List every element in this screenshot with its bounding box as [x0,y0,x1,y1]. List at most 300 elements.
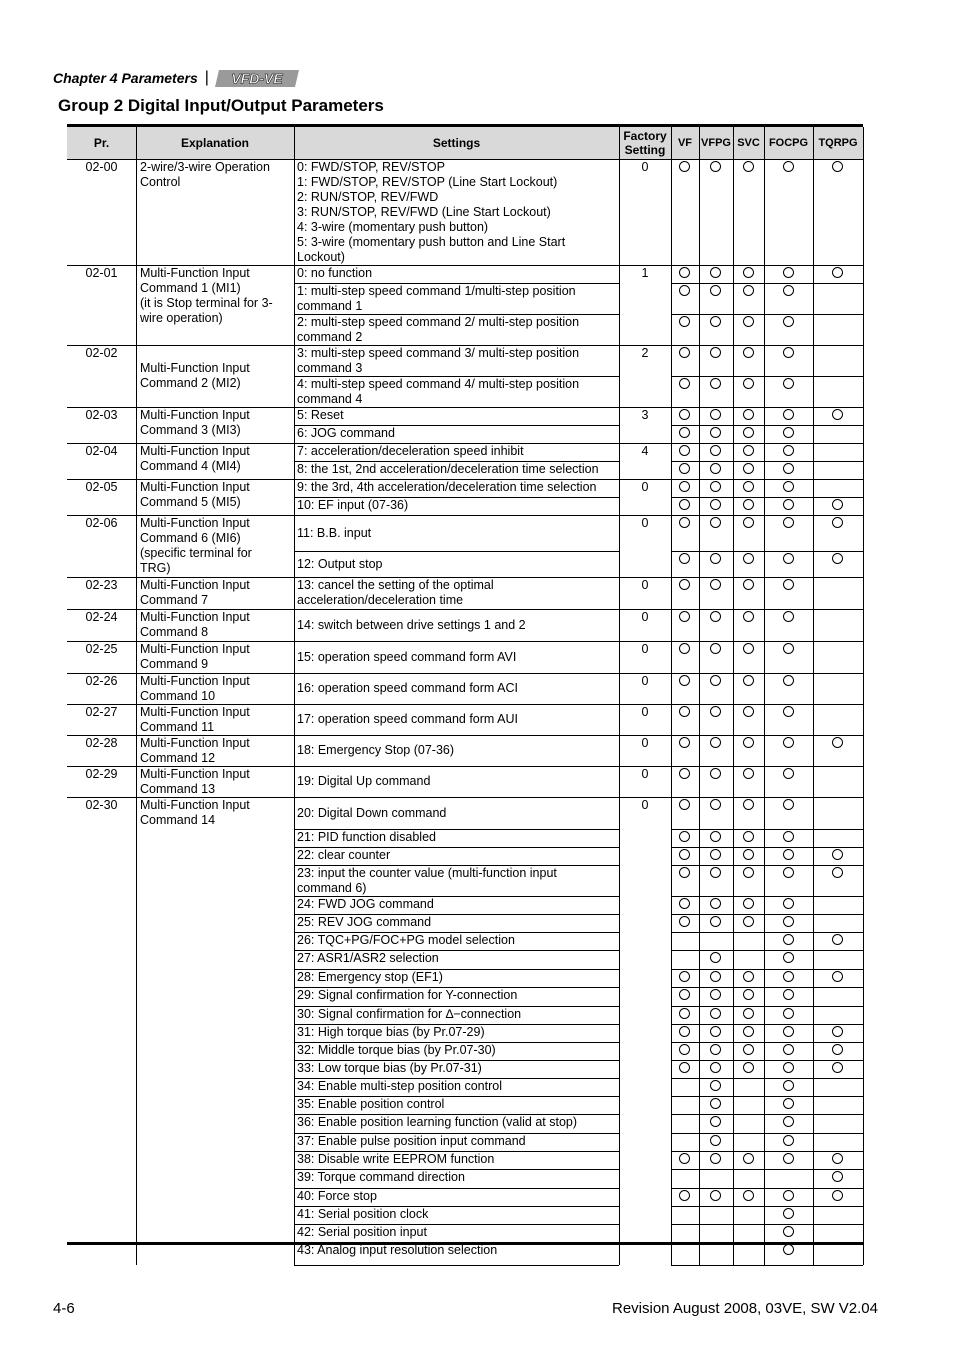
setting-cell: 31: High torque bias (by Pr.07-29) [297,1025,485,1039]
explanation-cell: Multi-Function Input Command 4 (MI4) [140,444,250,473]
mode-supported-icon [710,1044,721,1055]
mode-supported-icon [783,579,794,590]
mode-supported-icon [710,285,721,296]
mode-supported-icon [743,409,754,420]
pr-cell: 02-00 [85,160,118,174]
mode-supported-icon [743,706,754,717]
mode-supported-icon [679,916,690,927]
factory-setting-cell: 0 [641,480,649,494]
svg-text:VFD-VE: VFD-VE [231,70,283,86]
mode-supported-icon [832,499,843,510]
mode-supported-icon [743,831,754,842]
mode-supported-icon [783,316,794,327]
mode-supported-icon [710,643,721,654]
pr-cell: 02-27 [85,705,118,719]
column-rule [136,127,137,1265]
setting-cell: 6: JOG command [297,426,395,440]
mode-supported-icon [679,427,690,438]
setting-cell: 42: Serial position input [297,1225,427,1239]
mode-supported-icon [710,1190,721,1201]
mode-supported-icon [710,517,721,528]
mode-supported-icon [710,347,721,358]
setting-cell: 12: Output stop [297,557,383,571]
factory-setting-cell: 0 [641,798,649,812]
setting-rule [294,551,619,552]
mode-supported-icon [783,898,794,909]
column-rule [619,127,620,1265]
mode-supported-icon [710,952,721,963]
mode-supported-icon [743,1026,754,1037]
explanation-cell: Multi-Function Input Command 13 [140,767,250,796]
setting-rule [294,641,619,642]
mode-supported-icon [783,643,794,654]
mode-supported-icon [783,611,794,622]
explanation-cell: Multi-Function Input Command 12 [140,736,250,765]
vfd-ve-logo [215,70,299,87]
explanation-cell: Multi-Function Input Command 11 [140,705,250,734]
mode-supported-icon [783,849,794,860]
setting-rule [294,673,619,674]
mode-supported-icon [710,675,721,686]
mode-supported-icon [832,867,843,878]
mode-supported-icon [743,427,754,438]
setting-cell: 22: clear counter [297,848,391,862]
mode-supported-icon [832,737,843,748]
setting-cell: 2: multi-step speed command 2/ multi-step position command 2 [297,315,580,344]
mode-supported-icon [710,316,721,327]
setting-cell: 36: Enable position learning function (valid at stop) [297,1115,578,1129]
mode-supported-icon [679,316,690,327]
setting-cell: 35: Enable position control [297,1097,445,1111]
setting-cell: 21: PID function disabled [297,830,436,844]
mode-supported-icon [710,1080,721,1091]
mode-supported-icon [710,737,721,748]
mode-supported-icon [710,1008,721,1019]
column-header-factory-setting: Factory Setting [623,129,667,157]
mode-supported-icon [679,517,690,528]
mode-supported-icon [743,463,754,474]
factory-setting-cell: 0 [641,160,649,174]
pr-cell: 02-25 [85,642,118,656]
mode-supported-icon [679,768,690,779]
mode-supported-icon [679,409,690,420]
mode-supported-icon [832,1190,843,1201]
mode-supported-icon [783,463,794,474]
setting-cell: 23: input the counter value (multi-function input command 6) [297,866,557,895]
mode-supported-icon [679,481,690,492]
column-header-vfpg: VFPG [701,137,731,149]
factory-setting-cell: 0 [641,705,649,719]
pr-cell: 02-28 [85,736,118,750]
table-top-rule [67,124,863,127]
mode-supported-icon [710,267,721,278]
setting-cell: 24: FWD JOG command [297,897,434,911]
mode-supported-icon [710,916,721,927]
mode-supported-icon [710,1135,721,1146]
mode-supported-icon [679,675,690,686]
setting-cell: 30: Signal confirmation for ∆−connection [297,1007,522,1021]
explanation-cell: Multi-Function Input Command 6 (MI6) (specific terminal for TRG) [140,516,252,575]
explanation-cell: Multi-Function Input Command 8 [140,610,250,639]
setting-cell: 9: the 3rd, 4th acceleration/deceleration time selection [297,480,597,494]
setting-rule [294,735,619,736]
column-rule [764,127,765,1265]
setting-cell: 0: FWD/STOP, REV/STOP 1: FWD/STOP, REV/STOP (Line Start Lockout) 2: RUN/STOP, REV/FWD 3: RUN/STOP, REV/FWD (Line Start Lockout) 4: 3-wire (momentary push button) 5: 3-wire (momentary push button and Line Start Lockout) [297,160,566,264]
factory-setting-cell: 0 [641,736,649,750]
mode-supported-icon [743,611,754,622]
setting-cell: 11: B.B. input [297,526,372,540]
mode-supported-icon [832,934,843,945]
mode-supported-icon [679,849,690,860]
mode-supported-icon [783,989,794,1000]
mode-supported-icon [783,706,794,717]
setting-cell: 20: Digital Down command [297,806,447,820]
mode-supported-icon [710,463,721,474]
column-header-pr: Pr. [93,136,110,150]
column-rule [699,127,700,1265]
mode-supported-icon [743,1008,754,1019]
mode-supported-icon [710,1026,721,1037]
mode-supported-icon [832,553,843,564]
mode-supported-icon [783,499,794,510]
mode-supported-icon [783,768,794,779]
setting-rule [294,609,619,610]
setting-rule [671,1265,863,1266]
mode-supported-icon [783,1062,794,1073]
explanation-cell: Multi-Function Input Command 3 (MI3) [140,408,250,437]
column-header-svc: SVC [737,137,760,149]
pr-cell: 02-04 [85,444,118,458]
mode-supported-icon [710,611,721,622]
mode-supported-icon [679,579,690,590]
mode-supported-icon [783,1044,794,1055]
mode-supported-icon [743,768,754,779]
mode-supported-icon [743,1062,754,1073]
factory-setting-cell: 0 [641,767,649,781]
chapter-title: Chapter 4 Parameters [53,70,198,86]
factory-setting-cell: 0 [641,610,649,624]
setting-cell: 43: Analog input resolution selection [297,1243,498,1257]
mode-supported-icon [832,1026,843,1037]
mode-supported-icon [832,1062,843,1073]
column-header-explanation: Explanation [180,136,249,150]
mode-supported-icon [832,971,843,982]
mode-supported-icon [679,1190,690,1201]
pr-cell: 02-05 [85,480,118,494]
mode-supported-icon [743,898,754,909]
mode-supported-icon [743,316,754,327]
mode-supported-icon [710,579,721,590]
setting-cell: 38: Disable write EEPROM function [297,1152,495,1166]
mode-supported-icon [832,1044,843,1055]
setting-rule [294,1265,619,1266]
mode-supported-icon [783,1190,794,1201]
mode-supported-icon [783,517,794,528]
mode-supported-icon [743,161,754,172]
mode-supported-icon [783,916,794,927]
mode-supported-icon [710,1098,721,1109]
setting-cell: 15: operation speed command form AVI [297,650,517,664]
mode-supported-icon [679,267,690,278]
mode-supported-icon [783,934,794,945]
mode-supported-icon [743,737,754,748]
header-separator: | [204,69,209,86]
setting-rule [294,797,619,798]
setting-rule [294,515,619,516]
mode-supported-icon [783,1244,794,1255]
mode-supported-icon [743,499,754,510]
mode-supported-icon [783,1116,794,1127]
setting-cell: 7: acceleration/deceleration speed inhibit [297,444,524,458]
factory-setting-cell: 0 [641,516,649,530]
mode-supported-icon [832,161,843,172]
mode-supported-icon [679,799,690,810]
mode-supported-icon [679,553,690,564]
mode-supported-icon [679,611,690,622]
mode-supported-icon [743,517,754,528]
mode-supported-icon [710,831,721,842]
mode-supported-icon [710,849,721,860]
explanation-cell: Multi-Function Input Command 7 [140,578,250,607]
setting-cell: 1: multi-step speed command 1/multi-step position command 1 [297,284,576,313]
page-number: 4-6 [53,1300,75,1317]
mode-supported-icon [832,409,843,420]
pr-cell: 02-01 [85,266,118,280]
factory-setting-cell: 4 [641,444,649,458]
setting-cell: 33: Low torque bias (by Pr.07-31) [297,1061,482,1075]
mode-supported-icon [783,952,794,963]
factory-setting-cell: 3 [641,408,649,422]
mode-supported-icon [679,1153,690,1164]
mode-supported-icon [679,463,690,474]
explanation-cell: Multi-Function Input Command 14 [140,798,250,827]
mode-supported-icon [783,867,794,878]
revision-info: Revision August 2008, 03VE, SW V2.04 [612,1300,878,1317]
mode-supported-icon [710,1116,721,1127]
mode-supported-icon [710,898,721,909]
mode-supported-icon [783,799,794,810]
page-header [53,68,299,88]
mode-supported-icon [710,799,721,810]
setting-cell: 26: TQC+PG/FOC+PG model selection [297,933,515,947]
setting-cell: 29: Signal confirmation for Y-connection [297,988,518,1002]
setting-cell: 39: Torque command direction [297,1170,465,1184]
mode-supported-icon [710,768,721,779]
mode-supported-icon [710,427,721,438]
column-header-settings: Settings [432,136,481,150]
mode-supported-icon [743,643,754,654]
mode-supported-icon [783,971,794,982]
explanation-cell: Multi-Function Input Command 2 (MI2) [140,361,250,390]
mode-supported-icon [832,1171,843,1182]
setting-cell: 27: ASR1/ASR2 selection [297,951,439,965]
setting-cell: 40: Force stop [297,1189,377,1203]
mode-supported-icon [679,285,690,296]
setting-cell: 25: REV JOG command [297,915,432,929]
mode-supported-icon [710,706,721,717]
mode-supported-icon [743,989,754,1000]
mode-supported-icon [743,675,754,686]
mode-supported-icon [743,553,754,564]
setting-cell: 32: Middle torque bias (by Pr.07-30) [297,1043,496,1057]
setting-cell: 16: operation speed command form ACI [297,681,518,695]
mode-supported-icon [783,347,794,358]
mode-supported-icon [710,867,721,878]
pr-cell: 02-26 [85,674,118,688]
mode-supported-icon [783,1026,794,1037]
mode-supported-icon [743,1190,754,1201]
setting-rule [294,704,619,705]
mode-supported-icon [679,499,690,510]
factory-setting-cell: 0 [641,642,649,656]
mode-supported-icon [783,831,794,842]
mode-supported-icon [743,799,754,810]
column-rule [733,127,734,1265]
setting-cell: 18: Emergency Stop (07-36) [297,743,455,757]
mode-supported-icon [743,347,754,358]
setting-cell: 10: EF input (07-36) [297,498,409,512]
factory-setting-cell: 0 [641,578,649,592]
mode-supported-icon [679,1008,690,1019]
mode-supported-icon [743,445,754,456]
mode-supported-icon [679,831,690,842]
mode-supported-icon [679,971,690,982]
mode-supported-icon [743,579,754,590]
pr-cell: 02-06 [85,516,118,530]
mode-supported-icon [710,1062,721,1073]
explanation-cell: Multi-Function Input Command 9 [140,642,250,671]
column-rule [863,127,864,1265]
setting-cell: 41: Serial position clock [297,1207,429,1221]
pr-cell: 02-30 [85,798,118,812]
factory-setting-cell: 0 [641,674,649,688]
mode-supported-icon [679,1062,690,1073]
mode-supported-icon [679,378,690,389]
setting-cell: 13: cancel the setting of the optimal acceleration/deceleration time [297,578,494,607]
mode-supported-icon [679,989,690,1000]
mode-supported-icon [710,553,721,564]
setting-cell: 8: the 1st, 2nd acceleration/deceleration time selection [297,462,599,476]
mode-supported-icon [710,445,721,456]
mode-supported-icon [783,267,794,278]
column-header-focpg: FOCPG [768,137,809,149]
mode-supported-icon [743,481,754,492]
setting-cell: 3: multi-step speed command 3/ multi-step position command 3 [297,346,580,375]
mode-supported-icon [783,161,794,172]
mode-supported-icon [710,481,721,492]
mode-supported-icon [679,1026,690,1037]
mode-supported-icon [743,916,754,927]
mode-supported-icon [783,445,794,456]
group-title: Group 2 Digital Input/Output Parameters [58,96,384,115]
mode-supported-icon [783,737,794,748]
mode-supported-icon [832,267,843,278]
mode-supported-icon [783,378,794,389]
mode-supported-icon [679,347,690,358]
explanation-cell: Multi-Function Input Command 5 (MI5) [140,480,250,509]
mode-supported-icon [832,849,843,860]
pr-cell: 02-23 [85,578,118,592]
setting-cell: 5: Reset [297,408,344,422]
pr-cell: 02-29 [85,767,118,781]
mode-supported-icon [743,971,754,982]
mode-supported-icon [710,989,721,1000]
column-header-tqrpg: TQRPG [818,137,858,149]
mode-supported-icon [743,849,754,860]
setting-cell: 4: multi-step speed command 4/ multi-step position command 4 [297,377,580,406]
mode-supported-icon [710,499,721,510]
pr-cell: 02-24 [85,610,118,624]
mode-supported-icon [783,1098,794,1109]
mode-supported-icon [783,1080,794,1091]
mode-supported-icon [710,409,721,420]
mode-supported-icon [743,1044,754,1055]
mode-supported-icon [783,427,794,438]
mode-supported-icon [679,706,690,717]
explanation-cell: Multi-Function Input Command 10 [140,674,250,703]
mode-supported-icon [832,1153,843,1164]
mode-supported-icon [783,1135,794,1146]
mode-supported-icon [832,517,843,528]
mode-supported-icon [679,643,690,654]
setting-cell: 34: Enable multi-step position control [297,1079,502,1093]
setting-cell: 37: Enable pulse position input command [297,1134,526,1148]
mode-supported-icon [710,1153,721,1164]
mode-supported-icon [783,1008,794,1019]
explanation-cell: Multi-Function Input Command 1 (MI1) (it is Stop terminal for 3- wire operation) [140,266,273,325]
factory-setting-cell: 1 [641,266,649,280]
factory-setting-cell: 2 [641,346,649,360]
mode-supported-icon [710,378,721,389]
mode-supported-icon [783,1226,794,1237]
mode-supported-icon [783,675,794,686]
mode-supported-icon [679,445,690,456]
setting-cell: 17: operation speed command form AUI [297,712,518,726]
column-rule [294,127,295,1265]
mode-supported-icon [783,409,794,420]
mode-supported-icon [743,267,754,278]
setting-cell: 19: Digital Up command [297,774,431,788]
pr-cell: 02-02 [85,346,118,360]
setting-cell: 14: switch between drive settings 1 and 2 [297,618,526,632]
column-header-vf: VF [677,137,693,149]
setting-cell: 0: no function [297,266,373,280]
parameters-table [67,124,863,1274]
mode-supported-icon [743,285,754,296]
mode-supported-icon [679,898,690,909]
column-rule [671,127,672,1265]
mode-supported-icon [743,867,754,878]
setting-cell: 28: Emergency stop (EF1) [297,970,443,984]
mode-supported-icon [783,285,794,296]
mode-supported-icon [783,1153,794,1164]
explanation-cell: 2-wire/3-wire Operation Control [140,160,270,189]
pr-cell: 02-03 [85,408,118,422]
mode-supported-icon [710,161,721,172]
mode-supported-icon [679,737,690,748]
mode-supported-icon [679,1044,690,1055]
setting-rule [294,766,619,767]
mode-supported-icon [783,1208,794,1219]
mode-supported-icon [743,1153,754,1164]
mode-supported-icon [679,161,690,172]
mode-supported-icon [710,971,721,982]
column-rule [813,127,814,1265]
mode-supported-icon [783,553,794,564]
mode-supported-icon [679,867,690,878]
mode-supported-icon [743,378,754,389]
mode-supported-icon [783,481,794,492]
